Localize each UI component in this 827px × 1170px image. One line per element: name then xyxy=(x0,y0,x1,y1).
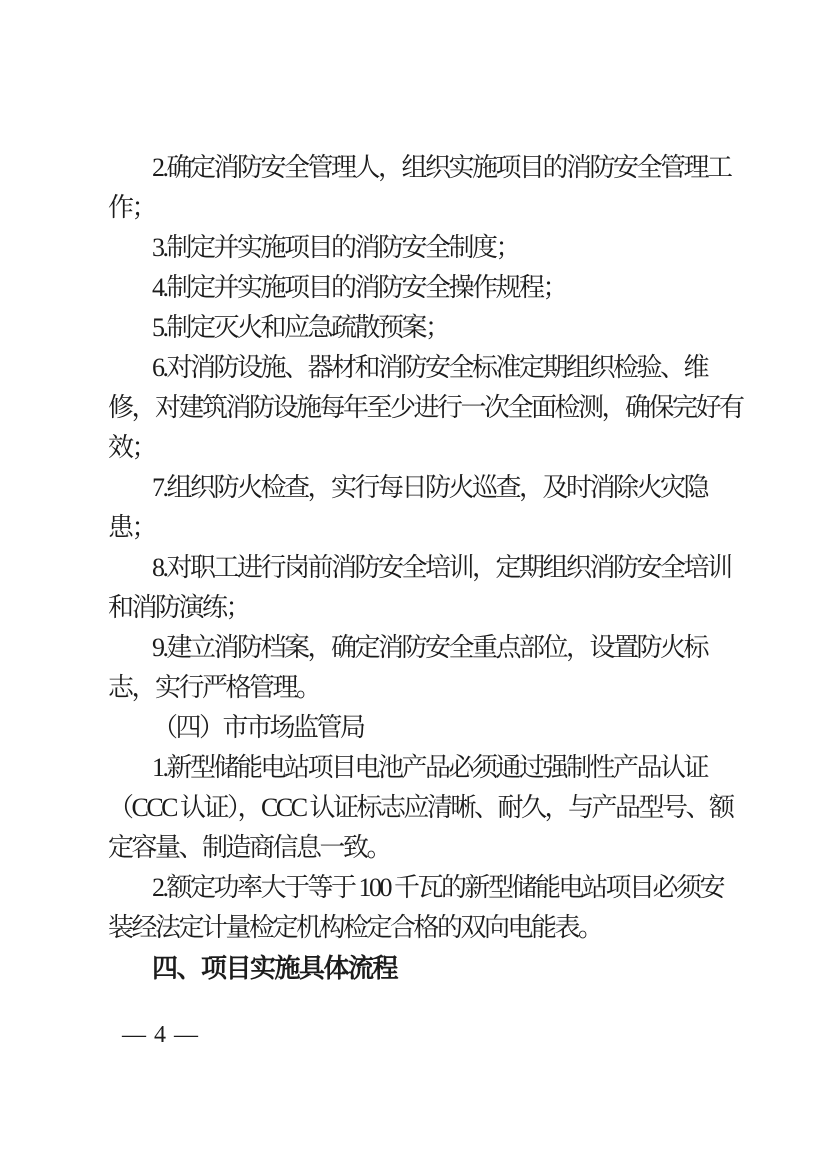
text-line: 8.对职工进行岗前消防安全培训，定期组织消防安全培训 xyxy=(152,553,731,582)
text-line: （CCC 认证），CCC 认证标志应清晰、耐久，与产品型号、额 xyxy=(108,793,733,822)
text-line: 患； xyxy=(108,513,156,542)
text-line: 3.制定并实施项目的消防安全制度； xyxy=(152,233,520,262)
text-line: 装经法定计量检定机构检定合格的双向电能表。 xyxy=(108,913,602,942)
text-line: 修，对建筑消防设施每年至少进行一次全面检测，确保完好有 xyxy=(108,393,743,422)
section-heading: 四、项目实施具体流程 xyxy=(152,953,398,983)
text-line: 4.制定并实施项目的消防安全操作规程； xyxy=(152,273,567,302)
text-line: 2.额定功率大于等于 100 千瓦的新型储能电站项目必须安 xyxy=(152,873,724,902)
text-line: 5.制定灭火和应急疏散预案； xyxy=(152,313,449,342)
text-line: 1.新型储能电站项目电池产品必须通过强制性产品认证 xyxy=(152,753,708,782)
text-line: 作； xyxy=(108,193,156,222)
document-body xyxy=(108,148,748,988)
page-number: — 4 — xyxy=(122,1022,199,1048)
text-line: 2.确定消防安全管理人，组织实施项目的消防安全管理工 xyxy=(152,153,731,182)
text-line: （四）市市场监管局 xyxy=(152,713,364,742)
text-line: 志，实行严格管理。 xyxy=(108,673,320,702)
text-line: 7.组织防火检查，实行每日防火巡查，及时消除火灾隐 xyxy=(152,473,708,502)
text-line: 和消防演练； xyxy=(108,593,250,622)
text-line: 6.对消防设施、器材和消防安全标准定期组织检验、维 xyxy=(152,353,708,382)
text-line: 效； xyxy=(108,433,156,462)
text-line: 定容量、制造商信息一致。 xyxy=(108,833,391,862)
text-line: 9.建立消防档案，确定消防安全重点部位，设置防火标 xyxy=(152,633,708,662)
